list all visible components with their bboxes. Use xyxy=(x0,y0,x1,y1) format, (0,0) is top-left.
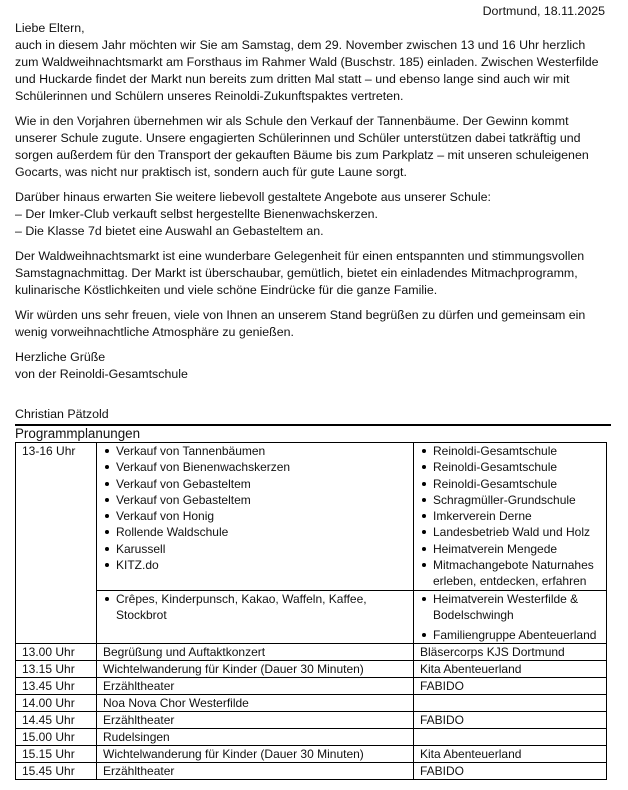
food-offer-cell xyxy=(97,590,414,643)
block-time: 13-16 Uhr xyxy=(16,443,97,644)
provider-list-item: Imkerverein Derne xyxy=(420,508,600,524)
paragraph-closing: Wir würden uns sehr freuen, viele von Ihnen an unserem Stand begrüßen zu dürfen und gemeinsam ein wenig vorweihnachtliche Atmosphäre zu genießen. xyxy=(15,308,586,339)
provider-list-item: Landesbetrieb Wald und Holz xyxy=(420,524,600,540)
offer-item: – Die Klasse 7d bietet eine Auswahl an Gebasteltem an. xyxy=(15,224,324,238)
food-provider-item: Familiengruppe Abenteuerland xyxy=(420,627,600,643)
schedule-time: 14.45 Uhr xyxy=(16,711,97,728)
schedule-row xyxy=(16,728,607,745)
schedule-provider: FABIDO xyxy=(414,677,607,694)
schedule-event: Wichtelwanderung für Kinder (Dauer 30 Minuten) xyxy=(97,660,414,677)
schedule-event: Erzähltheater xyxy=(97,677,414,694)
schedule-event: Wichtelwanderung für Kinder (Dauer 30 Minuten) xyxy=(97,745,414,762)
schedule-row xyxy=(16,694,607,711)
schedule-provider: Bläsercorps KJS Dortmund xyxy=(414,643,607,660)
schedule-event: Noa Nova Chor Westerfilde xyxy=(97,694,414,711)
schedule-provider: FABIDO xyxy=(414,762,607,779)
offer-list-item: KITZ.do xyxy=(103,557,407,573)
schedule-row xyxy=(16,643,607,660)
schedule-provider xyxy=(414,694,607,711)
program-title: Programmplanungen xyxy=(15,426,141,441)
letter-page xyxy=(15,3,611,780)
provider-list-item: Reinoldi-Gesamtschule xyxy=(420,459,600,475)
paragraph-market: Der Waldweihnachtsmarkt ist eine wunderbare Gelegenheit für einen entspannten und stimmungsvollen Samstagnachmittag. Der Markt ist überschaubar, gemütlich, bietet ein einladendes Mitmachprogramm, kulinarische Köstlichkeiten und viele schöne Eindrücke für die ganze Familie. xyxy=(15,249,585,297)
schedule-provider: Kita Abenteuerland xyxy=(414,745,607,762)
schedule-event: Erzähltheater xyxy=(97,762,414,779)
schedule-row xyxy=(16,660,607,677)
offer-list-item: Rollende Waldschule xyxy=(103,524,407,540)
schedule-event: Begrüßung und Auftaktkonzert xyxy=(97,643,414,660)
schedule-row xyxy=(16,711,607,728)
salutation: Liebe Eltern, xyxy=(15,21,85,35)
paragraph-invitation: auch in diesem Jahr möchten wir Sie am Samstag, dem 29. November zwischen 13 und 16 Uhr herzlich zum Waldweihnachtsmarkt am Forsthaus im Rahmer Wald (Buschstr. 185) einladen. Zwischen Westerfilde und Huckarde findet der Markt nun bereits zum dritten Mal statt – und ebenso lange sind auch wir mit Schülerinnen und Schülern unseres Reinoldi-Zukunftspaktes vertreten. xyxy=(15,38,599,103)
schedule-time: 15.45 Uhr xyxy=(16,762,97,779)
provider-list-item: Mitmachangebote Naturnahes erleben, entdecken, erfahren xyxy=(420,557,600,590)
schedule-row xyxy=(16,677,607,694)
block-providers-cell xyxy=(414,443,607,591)
offer-list-item: Verkauf von Honig xyxy=(103,508,407,524)
food-provider-item: Heimatverein Westerfilde & Bodelschwingh xyxy=(420,591,600,623)
letter-date: Dortmund, 18.11.2025 xyxy=(482,4,605,18)
author-name: Christian Pätzold xyxy=(15,407,109,421)
food-offer-item: Crêpes, Kinderpunsch, Kakao, Waffeln, Kaffee, Stockbrot xyxy=(103,591,407,623)
offer-list-item: Karussell xyxy=(103,541,407,557)
offer-list-item: Verkauf von Bienenwachskerzen xyxy=(103,459,407,475)
regards: Herzliche Grüße xyxy=(15,350,106,364)
schedule-provider: Kita Abenteuerland xyxy=(414,660,607,677)
schedule-time: 15.15 Uhr xyxy=(16,745,97,762)
offer-list-item: Verkauf von Tannenbäumen xyxy=(103,443,407,459)
provider-list-item: Reinoldi-Gesamtschule xyxy=(420,476,600,492)
offers-intro: Darüber hinaus erwarten Sie weitere liebevoll gestaltete Angebote aus unserer Schule: xyxy=(15,190,491,204)
signature-gap xyxy=(15,383,611,400)
schedule-row xyxy=(16,762,607,779)
offer-list-item: Verkauf von Gebasteltem xyxy=(103,476,407,492)
schedule-provider xyxy=(414,728,607,745)
provider-list-item: Schragmüller-Grundschule xyxy=(420,492,600,508)
schedule-time: 13.00 Uhr xyxy=(16,643,97,660)
schedule-time: 15.00 Uhr xyxy=(16,728,97,745)
schedule-provider: FABIDO xyxy=(414,711,607,728)
schedule-row xyxy=(16,745,607,762)
provider-list-item: Reinoldi-Gesamtschule xyxy=(420,443,600,459)
schedule-time: 13.45 Uhr xyxy=(16,677,97,694)
schedule-event: Rudelsingen xyxy=(97,728,414,745)
schedule-time: 14.00 Uhr xyxy=(16,694,97,711)
offer-list-item: Verkauf von Gebasteltem xyxy=(103,492,407,508)
schedule-time: 13.15 Uhr xyxy=(16,660,97,677)
provider-list-item: Heimatverein Mengede xyxy=(420,541,600,557)
offers-section xyxy=(15,189,611,240)
food-providers-cell xyxy=(414,590,607,643)
offers-list xyxy=(103,443,407,573)
providers-list xyxy=(420,443,600,590)
block-offers-cell xyxy=(97,443,414,591)
program-table xyxy=(15,442,607,780)
paragraph-tree-sale: Wie in den Vorjahren übernehmen wir als Schule den Verkauf der Tannenbäume. Der Gewinn kommt unserer Schule zugute. Unsere engagierten Schülerinnen und Schüler unterstützen dabei tatkräftig und sorgen außerdem für den Transport der gekauften Bäume bis zum Parkplatz – mit unseren schuleigenen Gocarts, was nicht nur praktisch ist, sondern auch für gute Laune sorgt. xyxy=(15,114,589,179)
table-row-block xyxy=(16,443,607,591)
food-offer-list xyxy=(103,591,407,623)
sender: von der Reinoldi-Gesamtschule xyxy=(15,367,188,381)
table-row-food xyxy=(16,590,607,643)
schedule-event: Erzähltheater xyxy=(97,711,414,728)
food-providers-list xyxy=(420,591,600,643)
offer-item: – Der Imker-Club verkauft selbst hergestellte Bienenwachskerzen. xyxy=(15,207,378,221)
